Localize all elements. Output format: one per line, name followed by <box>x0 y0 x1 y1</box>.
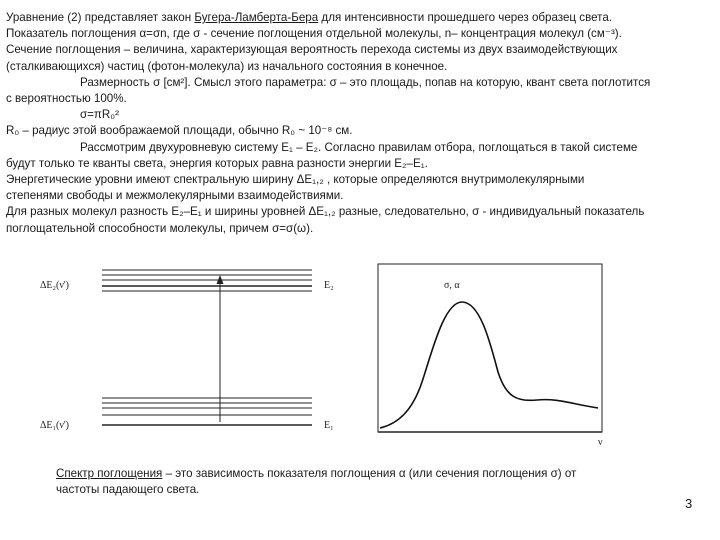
main-text <box>6 10 714 237</box>
paragraph-dimension-1: Размерность σ [см²]. Смысл этого параметра: σ – это площадь, попав на которую, квант света поглотится <box>80 75 651 89</box>
plot-frame <box>378 264 602 432</box>
label-e1: E₁ <box>324 420 334 431</box>
lower-level-lines <box>102 398 312 425</box>
caption-line-1: Спектр поглощения – это зависимость показателя поглощения α (или сечения поглощения σ) от <box>56 467 577 480</box>
label-delta-e2: ΔE₂(ν') <box>40 280 70 291</box>
paragraph-absorption-index: Показатель поглощения α=σn, где σ - сечение поглощения отдельной молекулы, n– концентрация молекул (см⁻³). <box>6 27 622 41</box>
y-axis-label: σ, α <box>444 280 460 291</box>
paragraph-cross-section-2: (сталкивающихся) частиц (фотон-молекула) из начального состояния в конечное. <box>6 59 448 73</box>
upper-level-lines <box>102 270 312 291</box>
formula-sigma: σ=πR₀² <box>80 108 119 122</box>
paragraph-width-2: степенями свободы и межмолекулярными взаимодействиями. <box>6 189 344 203</box>
absorption-spectrum-plot <box>372 262 612 447</box>
paragraph-individual-1: Для разных молекул разность E₂–E₁ и ширины уровней ΔE₁,₂ разные, следовательно, σ - индивидуальный показатель <box>6 205 645 219</box>
absorption-spectrum-link[interactable]: Спектр поглощения <box>56 467 163 480</box>
label-e2: E₂ <box>324 280 334 291</box>
beer-law-link[interactable]: Бугера-Ламберта-Бера <box>194 11 319 24</box>
paragraph-dimension-2: с вероятностью 100%. <box>6 92 127 106</box>
x-axis-label: ν <box>598 437 603 447</box>
paragraph-radius: R₀ – радиус этой воображаемой площади, обычно R₀ ~ 10⁻⁸ см. <box>6 124 353 138</box>
energy-levels-diagram <box>40 262 360 442</box>
figure-caption <box>56 466 656 498</box>
paragraph-individual-2: поглощательной способности молекулы, причем σ=σ(ω). <box>6 221 314 235</box>
paragraph-cross-section-1: Сечение поглощения – величина, характеризующая вероятность перехода системы из двух взаимодействующих <box>6 43 618 57</box>
paragraph-width-1: Энергетические уровни имеют спектральную ширину ΔE₁,₂ , которые определяются внутримолекулярными <box>6 173 585 187</box>
transition-arrow <box>217 275 224 422</box>
paragraph-beer-law: Уравнение (2) представляет закон Бугера-Ламберта-Бера для интенсивности прошедшего через образец света. <box>6 11 613 24</box>
page-number: 3 <box>685 496 693 511</box>
paragraph-two-level-2: будут только те кванты света, энергия которых равна разности энергии E₂–E₁. <box>6 156 428 170</box>
caption-line-2: частоты падающего света. <box>56 483 200 497</box>
spectrum-curve <box>380 302 598 428</box>
paragraph-two-level-1: Рассмотрим двухуровневую систему E₁ – E₂. Согласно правилам отбора, поглощаться в такой системе <box>80 140 638 154</box>
label-delta-e1: ΔE₁(ν') <box>40 420 70 431</box>
